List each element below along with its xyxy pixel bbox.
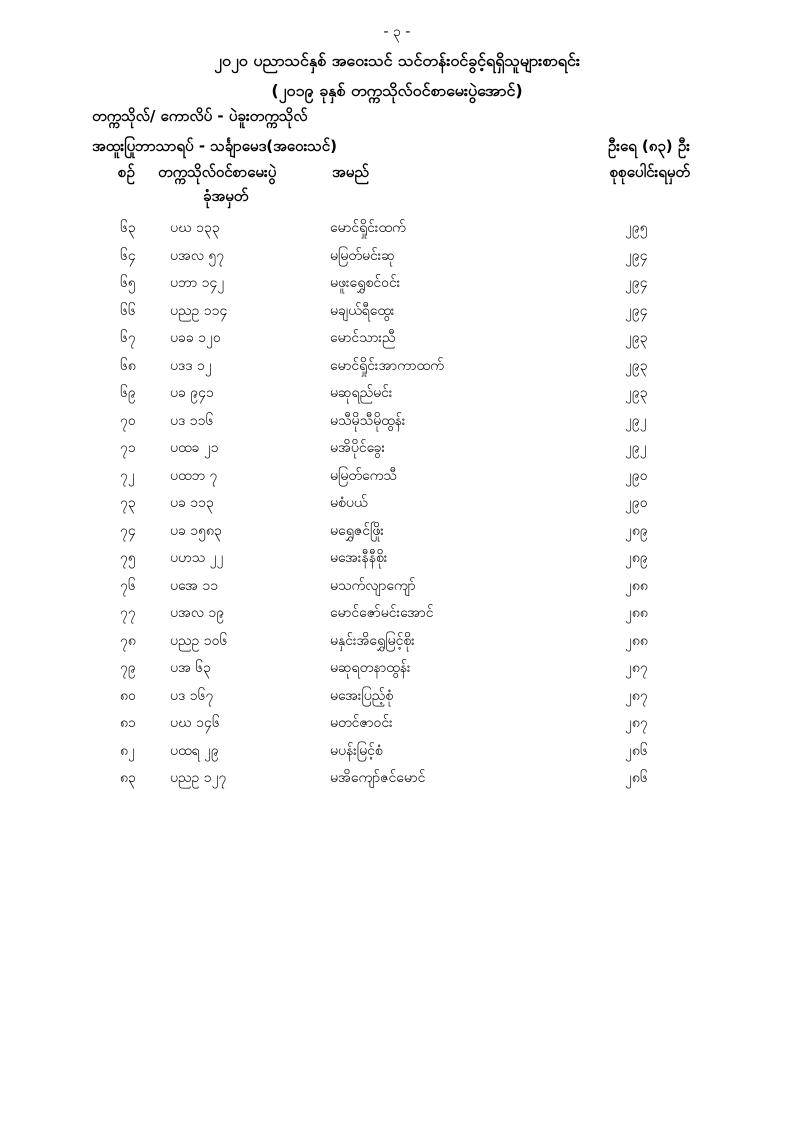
roll-number: ပခခ ၁၂၀ [170, 330, 221, 346]
total-marks: ၂၉၃ [625, 330, 648, 346]
specialization-line: အထူးပြုဘာသာရပ် - သင်္ချာမေဒ(အဝေးသင်) [92, 137, 337, 155]
student-name: မသက်လျာကျော် [330, 577, 416, 594]
student-name: မစံပယ် [330, 495, 368, 511]
header-no: စဉ် [118, 163, 135, 181]
table-row [0, 709, 794, 737]
roll-number: ပဘာ ၁၄၂ [170, 275, 225, 291]
roll-number: ပဃ ၁၄၆ [170, 715, 220, 731]
total-marks: ၂၈၈ [625, 605, 648, 621]
table-row [0, 297, 794, 325]
roll-number: ပဒ ၁၆၇ [170, 687, 214, 704]
table-row [0, 352, 794, 380]
student-name: မအိပိုင်ခွေး [330, 440, 386, 456]
total-marks: ၂၈၇ [625, 715, 648, 731]
page-number: - ၃ - [383, 24, 411, 40]
total-marks: ၂၉၄ [625, 247, 648, 264]
table-row [0, 214, 794, 242]
table-row [0, 572, 794, 600]
roll-number: ပထခ ၂၁ [170, 440, 219, 456]
roll-number: ပအလ ၁၉ [170, 605, 225, 621]
table-row [0, 462, 794, 490]
row-number: ၇၃ [120, 495, 136, 511]
student-name: မအေးပြည့်စုံ [330, 687, 394, 704]
document-subtitle: (၂၀၁၉ ခုနှစ် တက္ကသိုလ်ဝင်စာမေးပွဲအောင်) [271, 81, 523, 100]
student-name: မတင်ဇာဝင်း [330, 715, 393, 731]
table-row [0, 324, 794, 352]
header-roll-number-line2: ခုံအမှတ် [203, 187, 249, 205]
table-row [0, 434, 794, 462]
total-marks: ၂၉၅ [625, 220, 648, 236]
student-name: မအေးနီနီစိုး [330, 550, 388, 566]
student-name: မသီမိုသီမိုထွန်း [330, 412, 406, 429]
row-number: ၆၈ [120, 357, 136, 374]
roll-number: ပခ ၁၅၈၃ [170, 522, 222, 539]
student-name: မောင်ရှိုင်းထက် [330, 220, 406, 236]
total-marks: ၂၈၆ [625, 742, 648, 759]
student-name: မမြတ်ကေသီ [330, 467, 397, 484]
row-number: ၆၉ [120, 385, 136, 401]
student-name: မဆုရတနာထွန်း [330, 660, 411, 676]
student-name: မအိကျော်ဇင်မောင် [330, 770, 426, 786]
row-number: ၈၁ [120, 715, 136, 731]
header-roll-number: တက္ကသိုလ်ဝင်စာမေးပွဲ [158, 163, 277, 181]
roll-number: ပဒဒ ၁၂ [170, 357, 212, 374]
table-row [0, 242, 794, 270]
header-total-marks: စုစုပေါင်းရမှတ် [609, 163, 690, 181]
row-number: ၈၀ [120, 687, 136, 704]
student-name: မချယ်ရီထွေး [330, 302, 395, 319]
row-number: ၇၈ [120, 632, 136, 649]
roll-number: ပအ ၆၃ [170, 660, 212, 676]
total-marks: ၂၈၈ [625, 577, 648, 594]
student-name: မရွှေဇင်ဖြိုး [330, 522, 384, 539]
total-marks: ၂၉၄ [625, 275, 648, 291]
student-name: မဖူးရွှေစင်ဝင်း [330, 275, 401, 291]
row-number: ၈၃ [120, 770, 136, 786]
results-table [0, 214, 794, 792]
total-marks: ၂၉၀ [625, 495, 648, 511]
roll-number: ပဒ ၁၁၆ [170, 412, 214, 429]
roll-number: ပညဥ ၁၁၄ [170, 302, 228, 319]
header-name: အမည် [332, 163, 369, 181]
total-marks: ၂၈၆ [625, 770, 648, 786]
table-row [0, 737, 794, 765]
total-marks: ၂၈၉ [625, 550, 648, 566]
table-row [0, 654, 794, 682]
student-name: မပန်းမြင့်စံ [330, 742, 383, 759]
row-number: ၈၂ [120, 742, 135, 759]
total-marks: ၂၉၄ [625, 302, 648, 319]
row-number: ၆၅ [120, 275, 136, 291]
roll-number: ပထရ ၂၉ [170, 742, 219, 759]
student-name: မောင်သားညီ [330, 330, 396, 346]
total-marks: ၂၉၂ [625, 440, 647, 456]
total-marks: ၂၈၉ [625, 522, 648, 539]
table-row [0, 627, 794, 655]
roll-number: ပဃ ၁၃၃ [170, 220, 220, 236]
roll-number: ပခ ၁၁၃ [170, 495, 214, 511]
row-number: ၇၄ [120, 522, 136, 539]
row-number: ၇၂ [120, 467, 135, 484]
row-number: ၇၅ [120, 550, 136, 566]
row-number: ၆၇ [120, 330, 136, 346]
table-row [0, 599, 794, 627]
student-name: မောင်ဇော်မင်းအောင် [330, 605, 434, 621]
seat-count: ဦးရေ (၈၃) ဦး [607, 137, 690, 155]
roll-number: ပအေ ၁၁ [170, 577, 219, 594]
row-number: ၆၆ [120, 302, 136, 319]
row-number: ၆၃ [120, 220, 136, 236]
total-marks: ၂၉၃ [625, 385, 648, 401]
row-number: ၇၉ [120, 660, 136, 676]
table-row [0, 682, 794, 710]
row-number: ၆၄ [120, 247, 136, 264]
table-row [0, 764, 794, 792]
student-name: မနှင်းအိရွှေမြင့်စိုး [330, 632, 415, 649]
row-number: ၇၀ [120, 412, 136, 429]
roll-number: ပညဥ ၁၂၇ [170, 770, 227, 786]
total-marks: ၂၈၇ [625, 687, 648, 704]
row-number: ၇၁ [120, 440, 136, 456]
document-title: ၂၀၂၀ ပညာသင်နှစ် အဝေးသင် သင်တန်းဝင်ခွင့်ရရှိသူများစာရင်း [214, 51, 580, 70]
total-marks: ၂၉၀ [625, 467, 648, 484]
table-row [0, 489, 794, 517]
roll-number: ပညဥ ၁၀၆ [170, 632, 228, 649]
total-marks: ၂၉၃ [625, 357, 648, 374]
student-name: မဆုရည်မင်း [330, 385, 393, 401]
table-row [0, 544, 794, 572]
table-row [0, 379, 794, 407]
university-line: တက္ကသိုလ်/ ကောလိပ် - ပဲခူးတက္ကသိုလ် [92, 107, 308, 125]
roll-number: ပထဘ ၇ [170, 467, 218, 484]
total-marks: ၂၈၇ [625, 660, 648, 676]
roll-number: ပအလ ၅၇ [170, 247, 225, 264]
table-row [0, 407, 794, 435]
row-number: ၇၇ [120, 605, 136, 621]
student-name: မမြတ်မင်းဆု [330, 247, 395, 264]
student-name: မောင်ရှိုင်းအာကာထက် [330, 357, 444, 374]
roll-number: ပဟသ ၂၂ [170, 550, 224, 566]
table-row [0, 269, 794, 297]
table-row [0, 517, 794, 545]
total-marks: ၂၈၈ [625, 632, 648, 649]
roll-number: ပခ ၉၄၁ [170, 385, 214, 401]
row-number: ၇၆ [120, 577, 136, 594]
total-marks: ၂၉၂ [625, 412, 647, 429]
